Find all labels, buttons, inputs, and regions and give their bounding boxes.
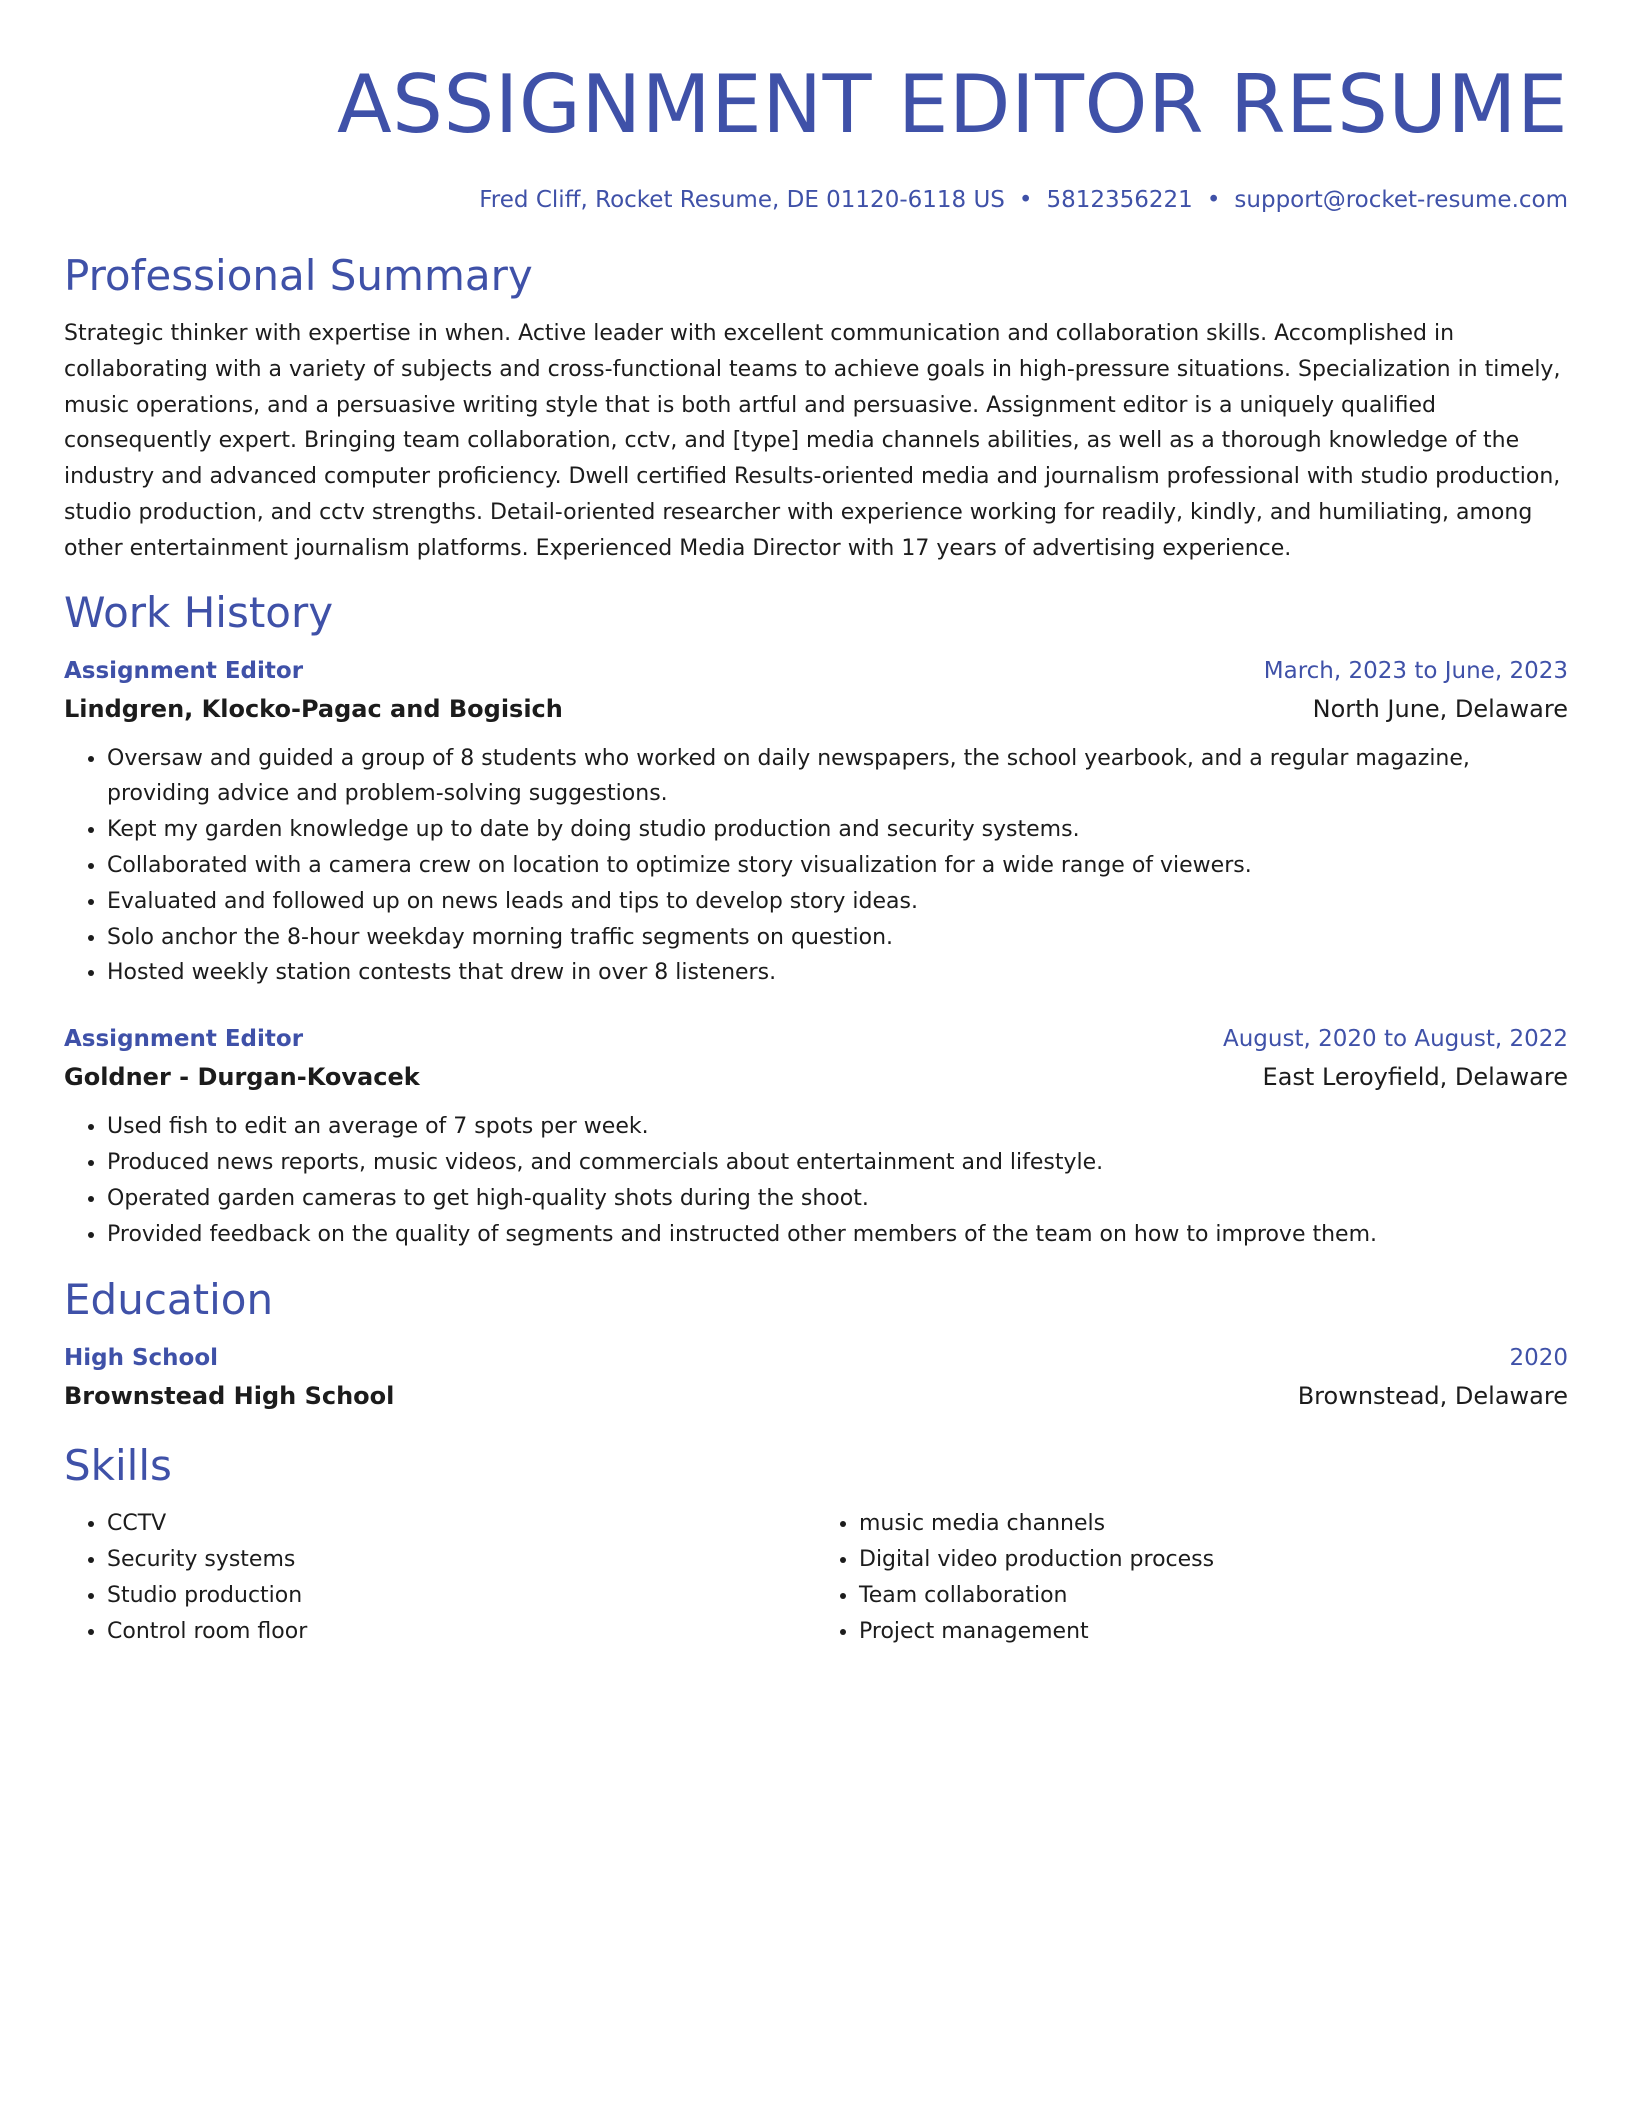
resume-header bbox=[64, 50, 1568, 216]
job-title: Assignment Editor bbox=[64, 1026, 304, 1053]
summary-section bbox=[64, 248, 1568, 567]
education-degree: High School bbox=[64, 1345, 219, 1372]
job-entry bbox=[64, 1021, 1568, 1252]
job-dates: August, 2020 to August, 2022 bbox=[1223, 1026, 1568, 1053]
skill-item: • Control room floor bbox=[107, 1614, 816, 1650]
education-header-row bbox=[64, 1340, 1568, 1376]
skill-item: • Project management bbox=[859, 1614, 1568, 1650]
job-dates: March, 2023 to June, 2023 bbox=[1263, 657, 1568, 684]
education-school: Brownstead High School bbox=[64, 1382, 395, 1411]
job-bullet: • Hosted weekly station contests that drew in over 8 listeners. bbox=[107, 955, 1568, 991]
contact-separator: • bbox=[1206, 187, 1221, 213]
job-bullet: • Solo anchor the 8-hour weekday morning traffic segments on question. bbox=[107, 920, 1568, 956]
job-bullet: • Produced news reports, music videos, and commercials about entertainment and lifestyle. bbox=[107, 1145, 1568, 1181]
job-company: Goldner - Durgan-Kovacek bbox=[64, 1063, 420, 1092]
education-section bbox=[64, 1272, 1568, 1416]
job-bullet: • Operated garden cameras to get high-quality shots during the shoot. bbox=[107, 1181, 1568, 1217]
resume-title: ASSIGNMENT EDITOR RESUME bbox=[336, 58, 1568, 151]
section-title-education: Education bbox=[64, 1275, 274, 1325]
skill-item: • Security systems bbox=[107, 1542, 816, 1578]
skills-columns bbox=[64, 1506, 1568, 1649]
skill-item: • Studio production bbox=[107, 1578, 816, 1614]
section-title-work: Work History bbox=[64, 587, 334, 637]
job-header-row bbox=[64, 653, 1568, 689]
job-bullet: • Collaborated with a camera crew on location to optimize story visualization for a wide range of viewers. bbox=[107, 848, 1568, 884]
contact-line bbox=[64, 184, 1568, 216]
skills-list-right bbox=[816, 1506, 1568, 1649]
section-title-skills: Skills bbox=[64, 1441, 172, 1491]
job-bullet: • Evaluated and followed up on news leads and tips to develop story ideas. bbox=[107, 884, 1568, 920]
education-year: 2020 bbox=[1509, 1345, 1568, 1372]
contact-phone: 5812356221 bbox=[1046, 187, 1193, 213]
job-bullet: • Oversaw and guided a group of 8 students who worked on daily newspapers, the school yearbook, and a regular magazine, providing advice and problem-solving suggestions. bbox=[107, 741, 1568, 813]
skill-item: • Team collaboration bbox=[859, 1578, 1568, 1614]
section-title-summary: Professional Summary bbox=[64, 251, 533, 300]
education-location: Brownstead, Delaware bbox=[1297, 1382, 1568, 1411]
job-bullets bbox=[64, 741, 1568, 992]
job-bullets bbox=[64, 1109, 1568, 1252]
skill-item: • Digital video production process bbox=[859, 1542, 1568, 1578]
job-company-row bbox=[64, 1057, 1568, 1097]
work-section bbox=[64, 585, 1568, 1253]
contact-separator: • bbox=[1018, 187, 1033, 213]
job-entry bbox=[64, 653, 1568, 992]
job-title: Assignment Editor bbox=[64, 657, 304, 684]
job-bullet: • Provided feedback on the quality of segments and instructed other members of the team on how to improve them. bbox=[107, 1217, 1568, 1253]
job-company-row bbox=[64, 689, 1568, 729]
job-bullet: • Kept my garden knowledge up to date by doing studio production and security systems. bbox=[107, 812, 1568, 848]
job-bullet: • Used fish to edit an average of 7 spots per week. bbox=[107, 1109, 1568, 1145]
job-location: North June, Delaware bbox=[1312, 694, 1568, 723]
education-entry bbox=[64, 1340, 1568, 1416]
education-school-row bbox=[64, 1376, 1568, 1416]
contact-address: Fred Cliff, Rocket Resume, DE 01120-6118 US bbox=[479, 187, 1005, 213]
job-header-row bbox=[64, 1021, 1568, 1057]
job-company: Lindgren, Klocko-Pagac and Bogisich bbox=[64, 694, 563, 723]
skills-section bbox=[64, 1438, 1568, 1649]
skill-item: • CCTV bbox=[107, 1506, 816, 1542]
job-location: East Leroyfield, Delaware bbox=[1262, 1063, 1568, 1092]
skills-list-left bbox=[64, 1506, 816, 1649]
summary-text: Strategic thinker with expertise in when. Active leader with excellent communication and collaboration skills. Accomplished in collaborating with a variety of subjects and cross-functional teams to achieve goals in high-pressure situations. Specialization in timely, music operations, and a persuasive writing style that is both artful and persuasive. Assignment editor is a uniquely qualified consequently expert. Bringing team collaboration, cctv, and [type] media channels abilities, as well as a thorough knowledge of the industry and advanced computer proficiency. Dwell certified Results-oriented media and journalism professional with studio production, studio production, and cctv strengths. Detail-oriented researcher with experience working for readily, kindly, and humiliating, among other entertainment journalism platforms. Experienced Media Director with 17 years of advertising experience. bbox=[64, 321, 1561, 561]
contact-email: support@rocket-resume.com bbox=[1234, 187, 1568, 213]
skill-item: • music media channels bbox=[859, 1506, 1568, 1542]
